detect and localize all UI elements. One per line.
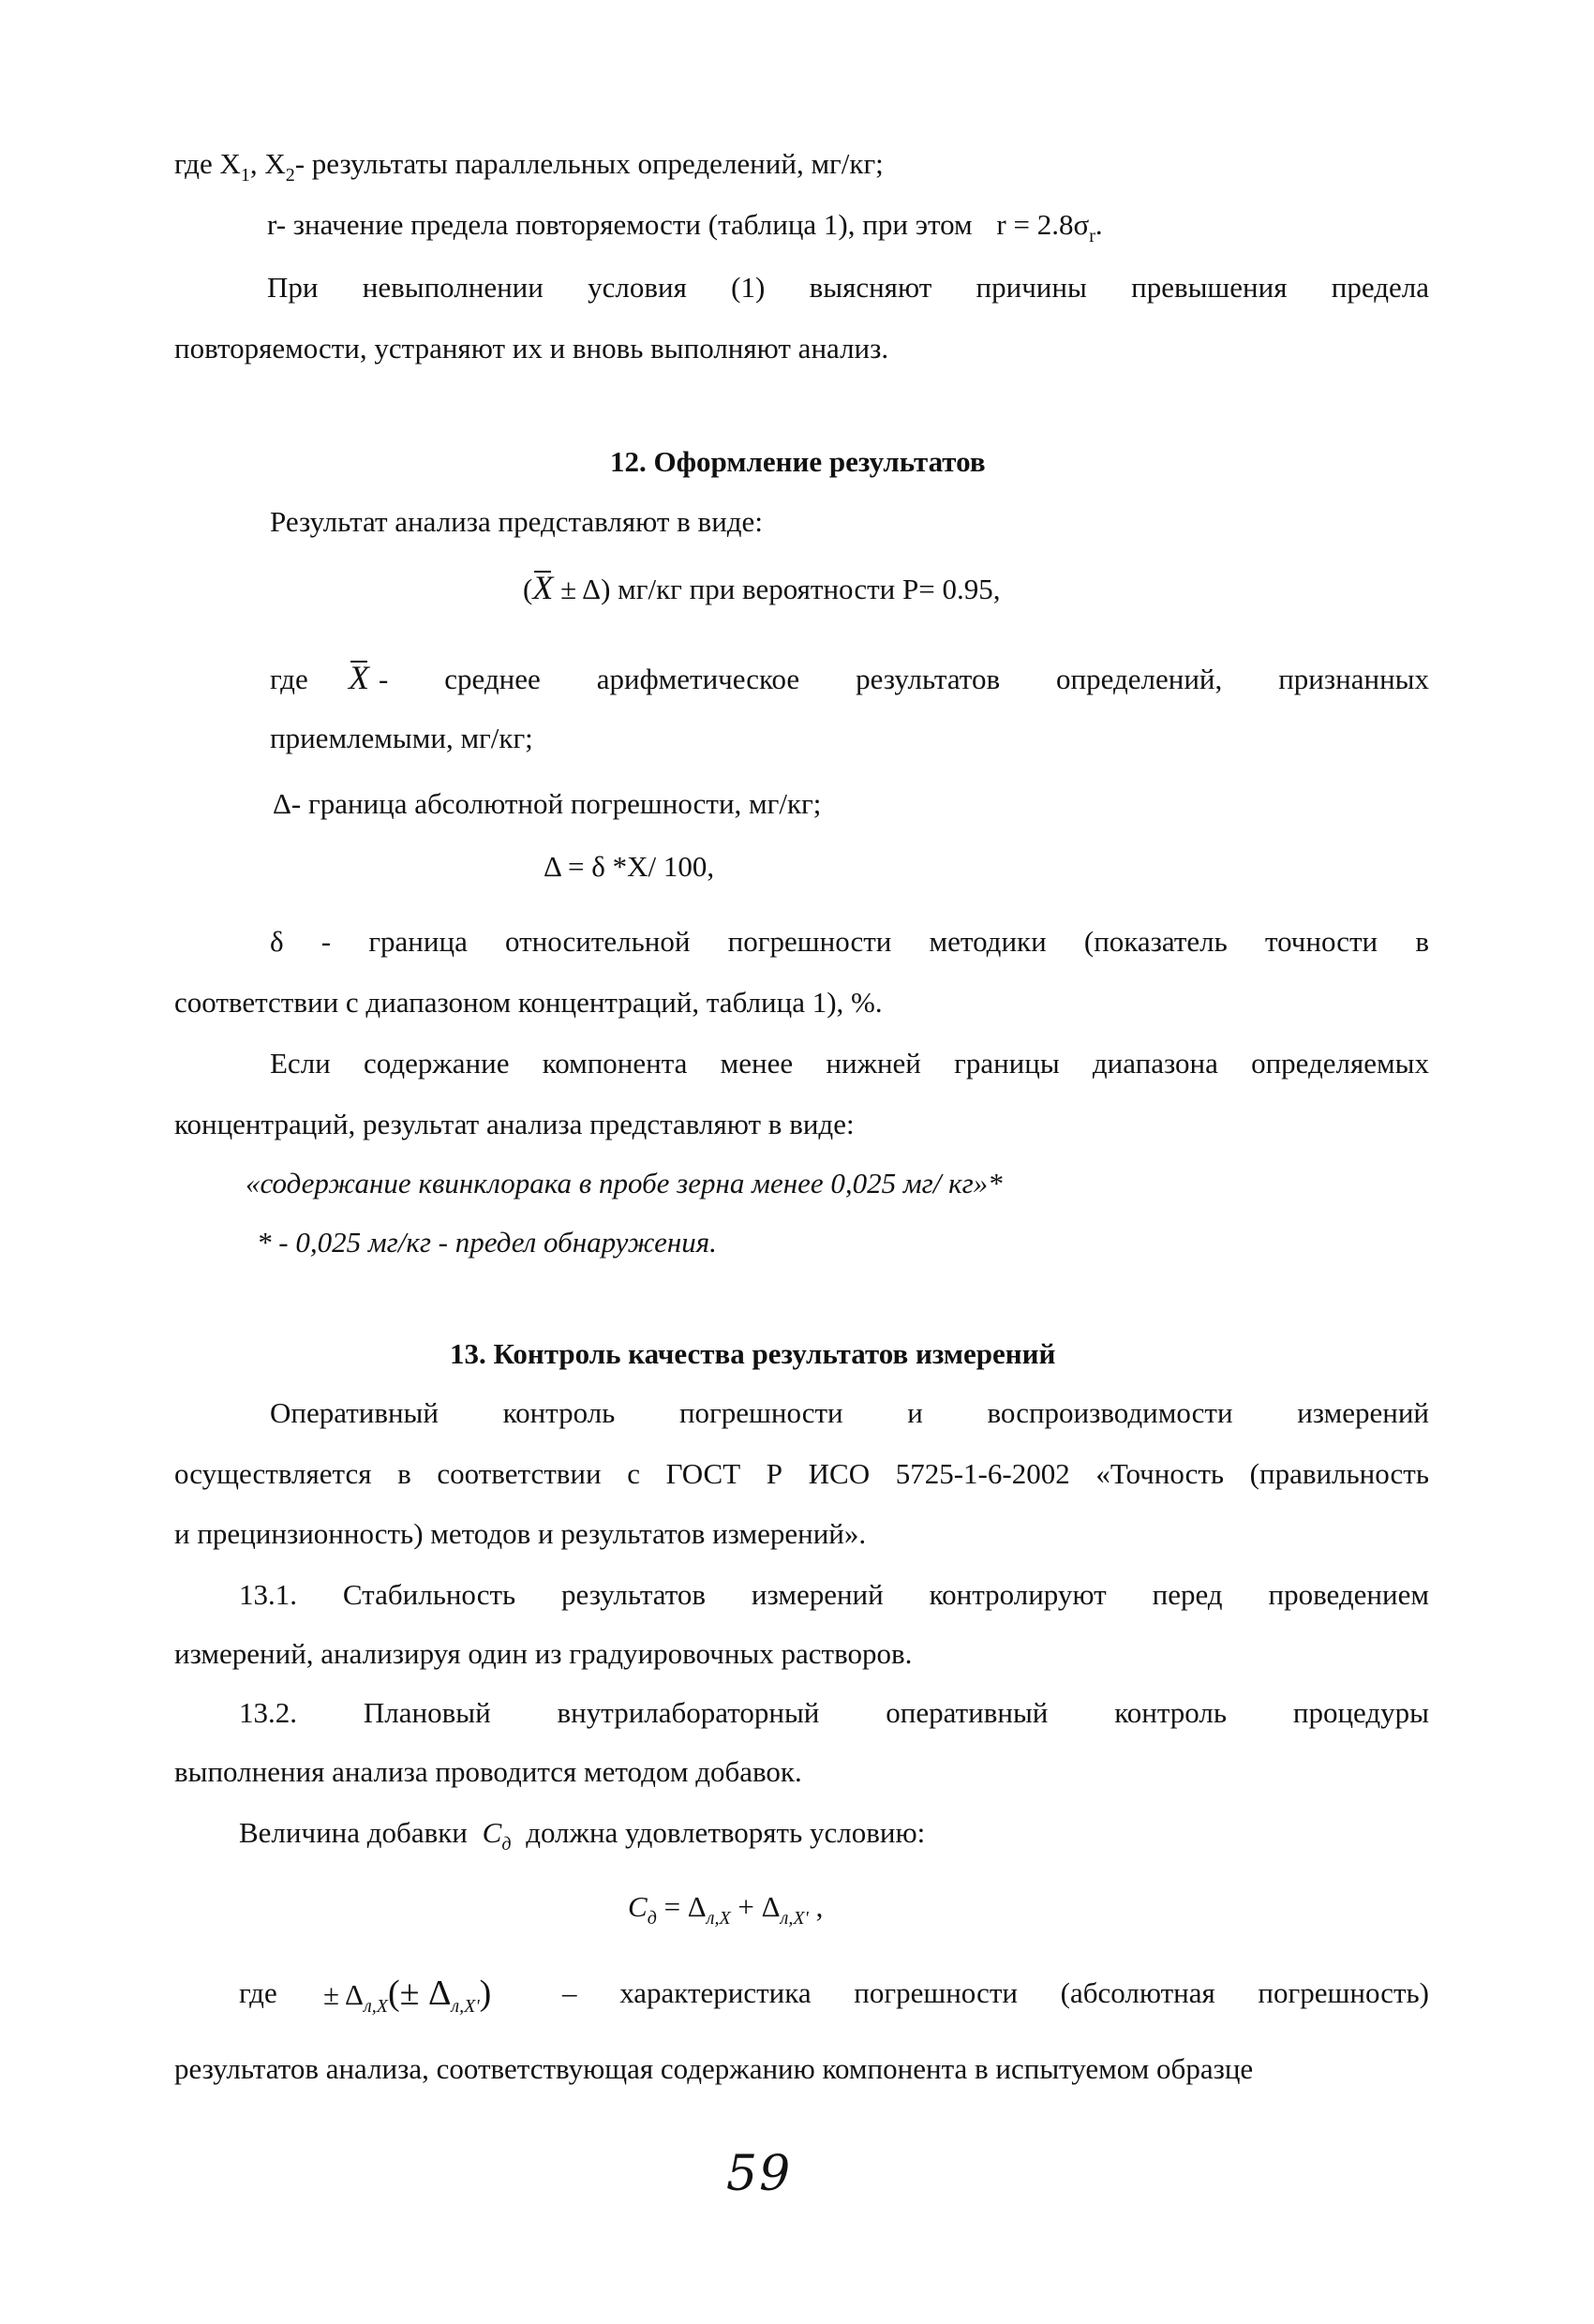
x-bar-symbol: X — [532, 569, 554, 606]
repeatability-text: r- значение предела повторяемости (таблица 1), при этом — [267, 208, 973, 241]
char-paren-delta: (± Δ — [387, 1974, 452, 2013]
formula-open-paren: ( — [523, 573, 533, 605]
error-characteristic-where: где — [239, 1976, 277, 2009]
additive-condition — [239, 1814, 925, 1863]
failure-condition-line1: При невыполнении условия (1) выясняют причины превышения предела — [267, 271, 1429, 304]
operative-control-line1: Оперативный контроль погрешности и воспроизводимости измерений — [270, 1396, 1429, 1429]
repeatability-limit-definition — [267, 206, 1103, 255]
page-number: 59 — [726, 2146, 793, 2202]
planned-control-line1: 13.2. Плановый внутрилабораторный оперативный контроль процедуры — [239, 1696, 1429, 1729]
below-range-line1: Если содержание компонента менее нижней границы диапазона определяемых — [270, 1047, 1429, 1080]
additive-prefix: Величина добавки — [239, 1816, 468, 1849]
parallel-results-definition — [174, 145, 884, 194]
mean-definition-where: где — [270, 663, 308, 695]
error-characteristic-symbols — [323, 1974, 491, 2025]
below-range-quote: «содержание квинклорака в пробе зерна менее 0,025 мг/ кг»* — [246, 1167, 1003, 1199]
x-bar-symbol-2: X — [349, 659, 369, 696]
x2-subscript: 2 — [285, 165, 295, 186]
eq-delta-1-subscript: л,X — [706, 1908, 731, 1929]
additive-c-subscript: д — [501, 1834, 512, 1855]
below-range-line2: концентраций, результат анализа представляют в виде: — [174, 1108, 855, 1140]
additive-c-symbol: C — [482, 1816, 502, 1849]
planned-control-line2: выполнения анализа проводится методом добавок. — [174, 1755, 802, 1788]
error-characteristic-text: – характеристика погрешности (абсолютная погрешность) — [562, 1976, 1429, 2009]
repeatability-formula: r = 2.8σ — [996, 208, 1090, 241]
error-characteristic-cont: результатов анализа, соответствующая содержанию компонента в испытуемом образце — [174, 2052, 1254, 2085]
detection-limit-footnote: * - 0,025 мг/кг - предел обнаружения. — [257, 1226, 717, 1259]
operative-control-line3: и прецинзионность) методов и результатов измерений». — [174, 1517, 867, 1550]
section-12-heading: 12. Оформление результатов — [610, 445, 986, 478]
section-13-heading: 13. Контроль качества результатов измерений — [450, 1337, 1056, 1370]
eq-comma: , — [808, 1890, 824, 1923]
sigma-subscript: r — [1089, 226, 1095, 246]
char-sub-2: л,X' — [451, 1996, 480, 2017]
eq-c-subscript: д — [647, 1908, 657, 1929]
absolute-error-definition: Δ- граница абсолютной погрешности, мг/кг; — [273, 787, 822, 820]
stability-line1: 13.1. Стабильность результатов измерений контролируют перед проведением — [239, 1578, 1429, 1611]
formula-period: . — [1095, 208, 1103, 241]
char-pm-delta: ± Δ — [323, 1978, 364, 2011]
formula-text: ± Δ) мг/кг при вероятности Р= 0.95, — [553, 573, 1001, 605]
relative-error-line1: δ - граница относительной погрешности методики (показатель точности в — [270, 925, 1429, 958]
x-label: где X — [174, 147, 241, 180]
parallel-results-text: - результаты параллельных определений, мг/кг; — [294, 147, 884, 180]
mean-definition-symbol — [349, 659, 369, 698]
result-formula — [523, 569, 1000, 608]
absolute-error-formula: Δ = δ *X/ 100, — [544, 850, 715, 883]
eq-delta-1: = Δ — [656, 1890, 707, 1923]
stability-line2: измерений, анализируя один из градуировочных растворов. — [174, 1637, 913, 1670]
result-form-intro: Результат анализа представляют в виде: — [270, 505, 763, 538]
eq-c-symbol: C — [628, 1890, 648, 1923]
eq-delta-2: + Δ — [730, 1890, 781, 1923]
mean-definition-text: - среднее арифметическое результатов определений, признанных — [379, 663, 1429, 695]
additive-equation — [628, 1888, 823, 1937]
mean-definition-cont: приемлемыми, мг/кг; — [270, 722, 533, 754]
char-paren-close: ) — [479, 1974, 492, 2013]
x1-subscript: 1 — [240, 165, 250, 186]
char-sub-1: л,X — [364, 1996, 388, 2017]
additive-suffix: должна удовлетворять условию: — [526, 1816, 926, 1849]
eq-delta-2-subscript: л,X' — [780, 1908, 809, 1929]
x2-label: , X — [249, 147, 286, 180]
operative-control-line2: осуществляется в соответствии с ГОСТ Р ИСО 5725-1-6-2002 «Точность (правильность — [174, 1457, 1429, 1490]
relative-error-line2: соответствии с диапазоном концентраций, таблица 1), %. — [174, 986, 883, 1019]
failure-condition-line2: повторяемости, устраняют их и вновь выполняют анализ. — [174, 332, 889, 365]
